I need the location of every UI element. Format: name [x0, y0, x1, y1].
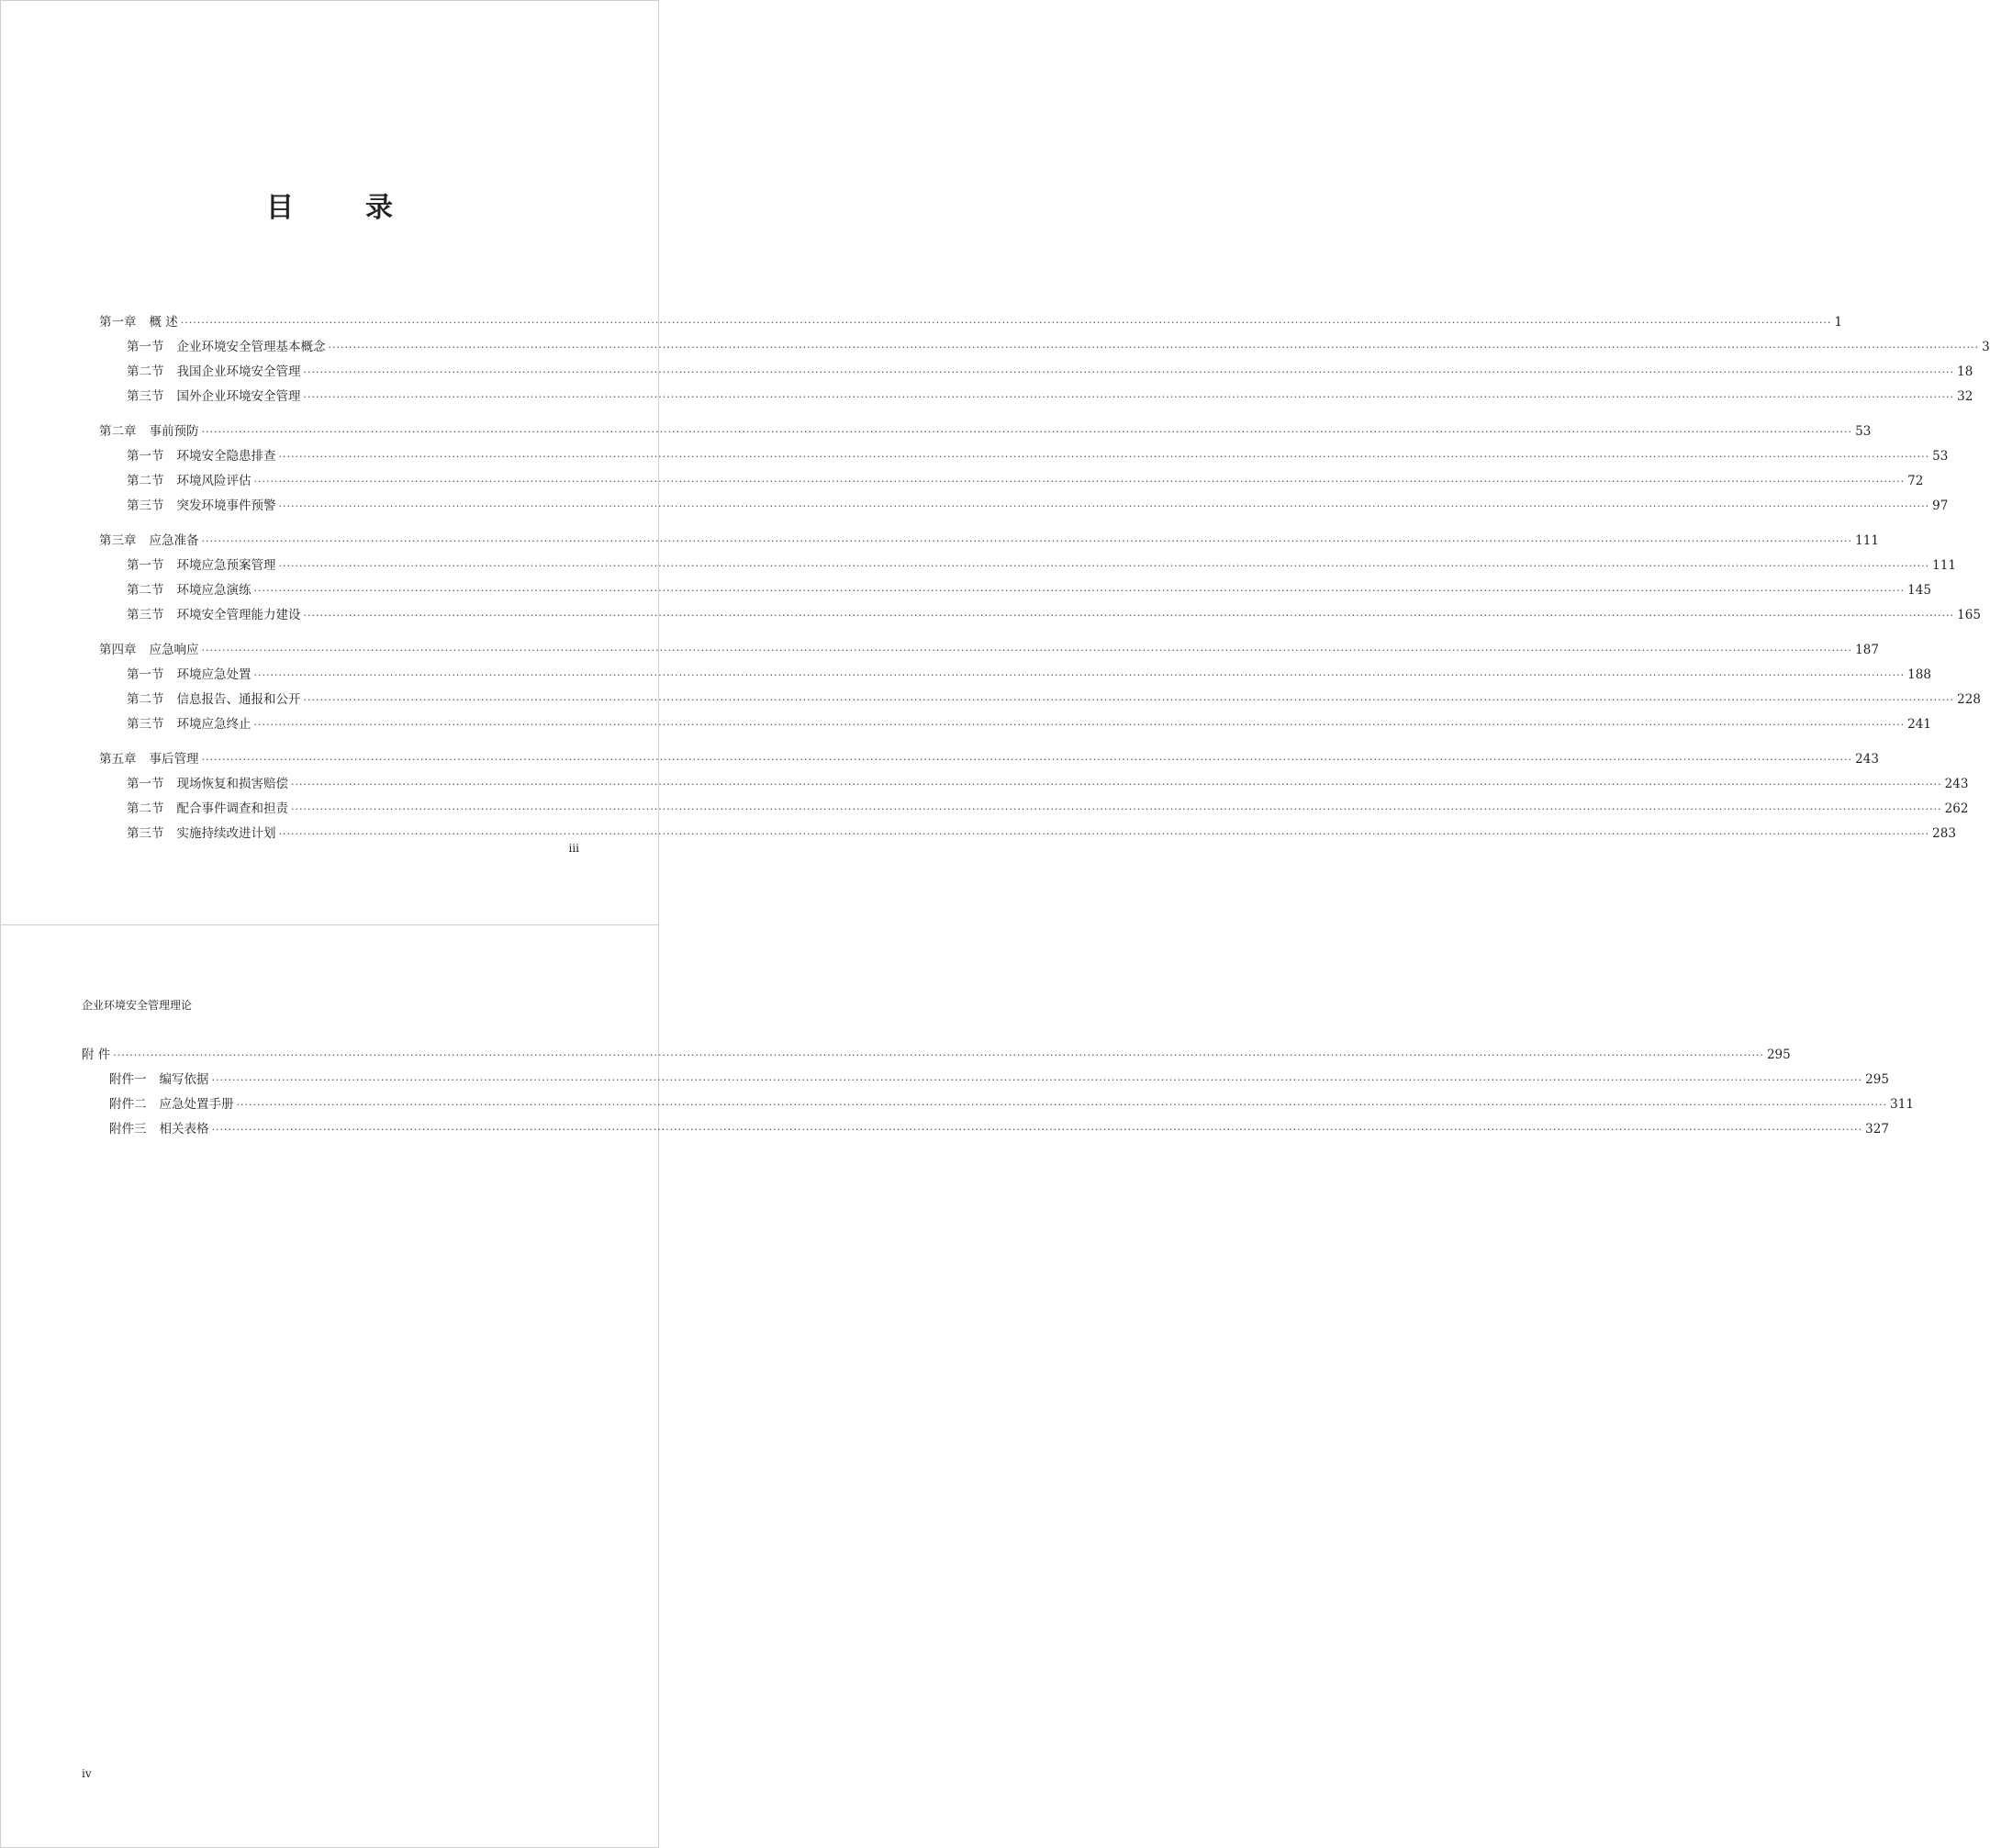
toc-section-entry	[82, 1092, 1914, 1117]
entry-page-number: 243	[1855, 752, 1879, 767]
appendix-list	[82, 1043, 1914, 1142]
entry-label: 第三节	[127, 826, 164, 841]
entry-label: 第一节	[127, 667, 164, 682]
entry-title: 国外企业环境安全管理	[176, 389, 301, 404]
entry-page-number: 283	[1932, 826, 1956, 841]
entry-label: 附件一	[109, 1072, 147, 1087]
toc-section-entry	[99, 578, 1931, 603]
toc-section-entry	[99, 822, 1956, 846]
entry-title: 事后管理	[149, 752, 199, 767]
entry-title: 相关表格	[159, 1122, 209, 1137]
dot-leader: ················································································································································································································································································································································································································	[328, 342, 1980, 353]
entry-title: 环境应急处置	[176, 667, 252, 682]
dot-leader: ················································································································································································································································································································································································································	[180, 317, 1832, 329]
entry-title: 环境应急终止	[176, 717, 252, 732]
entry-title: 应急准备	[149, 533, 199, 548]
entry-label: 附 件	[82, 1047, 111, 1062]
entry-page-number: 72	[1907, 474, 1924, 488]
dot-leader: ················································································································································································································································································································································································································	[303, 610, 1955, 622]
dot-leader: ················································································································································································································································································································································································································	[236, 1099, 1888, 1111]
entry-label: 第二章	[99, 424, 137, 439]
dot-leader: ················································································································································································································································································································································································································	[201, 644, 1853, 656]
dot-leader: ················································································································································································································································································································································································································	[291, 803, 1942, 815]
toc-section-entry	[99, 603, 1981, 628]
toc-section-entry	[99, 360, 1973, 385]
entry-title: 环境安全管理能力建设	[176, 608, 301, 622]
dot-leader: ················································································································································································································································································································································································································	[113, 1049, 1764, 1061]
dot-leader: ················································································································································································································································································································································································································	[211, 1124, 1863, 1136]
entry-page-number: 262	[1944, 801, 1969, 816]
entry-label: 第二节	[127, 801, 164, 816]
entry-page-number: 18	[1957, 364, 1973, 379]
entry-label: 第三节	[127, 389, 164, 404]
entry-label: 第三节	[127, 498, 164, 513]
toc-chapter-entry	[99, 529, 1879, 554]
entry-title: 环境风险评估	[176, 474, 252, 488]
entry-page-number: 97	[1932, 498, 1949, 513]
entry-page-number: 243	[1944, 777, 1969, 791]
entry-label: 第二节	[127, 583, 164, 598]
entry-title: 概 述	[149, 315, 178, 330]
entry-label: 第一节	[127, 449, 164, 464]
entry-label: 第一节	[127, 777, 164, 791]
dot-leader: ················································································································································································································································································································································································································	[278, 451, 1930, 463]
dot-leader: ················································································································································································································································································································································································································	[278, 500, 1930, 512]
entry-page-number: 311	[1890, 1097, 1914, 1112]
entry-page-number: 111	[1855, 533, 1879, 548]
entry-label: 第一节	[127, 558, 164, 573]
entry-title: 应急响应	[149, 643, 199, 657]
entry-page-number: 111	[1932, 558, 1956, 573]
entry-page-number: 295	[1865, 1072, 1889, 1087]
dot-leader: ················································································································································································································································································································································································································	[278, 560, 1930, 572]
toc-chapter-entry	[99, 638, 1879, 663]
entry-title: 环境应急演练	[176, 583, 252, 598]
entry-page-number: 228	[1957, 692, 1981, 707]
entry-title: 现场恢复和损害赔偿	[176, 777, 288, 791]
entry-title: 应急处置手册	[159, 1097, 234, 1112]
entry-label: 第二节	[127, 364, 164, 379]
entry-title: 编写依据	[159, 1072, 209, 1087]
entry-title: 信息报告、通报和公开	[176, 692, 301, 707]
entry-page-number: 187	[1855, 643, 1879, 657]
entry-page-number: 53	[1855, 424, 1872, 439]
toc-section-entry	[99, 663, 1931, 688]
entry-label: 第三章	[99, 533, 137, 548]
toc-section-entry	[99, 335, 1990, 360]
toc-section-entry	[99, 554, 1956, 578]
dot-leader: ················································································································································································································································································································································································································	[291, 778, 1942, 790]
toc-section-entry	[99, 772, 1969, 797]
entry-label: 第二节	[127, 474, 164, 488]
toc-chapter-entry	[99, 310, 1843, 335]
entry-label: 第四章	[99, 643, 137, 657]
toc-section-entry	[99, 797, 1969, 822]
dot-leader: ················································································································································································································································································································································································································	[201, 535, 1853, 547]
dot-leader: ················································································································································································································································································································································································································	[303, 366, 1955, 378]
entry-page-number: 165	[1957, 608, 1981, 622]
entry-label: 第一章	[99, 315, 137, 330]
toc-chapter-entry	[82, 1043, 1791, 1068]
toc-list	[99, 310, 1990, 846]
toc-section-entry	[99, 469, 1924, 494]
dot-leader: ················································································································································································································································································································································································································	[278, 828, 1930, 840]
entry-label: 第二节	[127, 692, 164, 707]
entry-label: 附件三	[109, 1122, 147, 1137]
running-head: 企业环境安全管理理论	[82, 999, 193, 1012]
toc-section-entry	[99, 494, 1949, 519]
entry-label: 附件二	[109, 1097, 147, 1112]
toc-section-entry	[99, 688, 1981, 712]
entry-page-number: 3	[1982, 340, 1990, 354]
entry-label: 第三节	[127, 717, 164, 732]
dot-leader: ················································································································································································································································································································································································································	[303, 694, 1955, 706]
entry-title: 环境应急预案管理	[176, 558, 276, 573]
dot-leader: ················································································································································································································································································································································································································	[253, 669, 1906, 681]
dot-leader: ················································································································································································································································································································································································································	[201, 426, 1853, 438]
toc-title: 目 录	[266, 192, 415, 224]
dot-leader: ················································································································································································································································································································································································································	[201, 754, 1853, 766]
dot-leader: ················································································································································································································································································································································································································	[253, 585, 1906, 597]
toc-section-entry	[99, 385, 1973, 409]
entry-page-number: 188	[1907, 667, 1931, 682]
toc-section-entry	[99, 444, 1949, 469]
toc-page-iv	[0, 924, 1914, 1848]
entry-title: 我国企业环境安全管理	[176, 364, 301, 379]
entry-title: 实施持续改进计划	[176, 826, 276, 841]
entry-label: 第三节	[127, 608, 164, 622]
entry-page-number: 1	[1834, 315, 1843, 330]
entry-label: 第一节	[127, 340, 164, 354]
dot-leader: ················································································································································································································································································································································································································	[211, 1074, 1863, 1086]
entry-label: 第五章	[99, 752, 137, 767]
entry-title: 突发环境事件预警	[176, 498, 276, 513]
entry-title: 企业环境安全管理基本概念	[176, 340, 326, 354]
entry-page-number: 53	[1932, 449, 1949, 464]
toc-section-entry	[99, 712, 1931, 737]
entry-page-number: 241	[1907, 717, 1931, 732]
dot-leader: ················································································································································································································································································································································································································	[303, 391, 1955, 403]
entry-page-number: 327	[1865, 1122, 1889, 1137]
entry-title: 配合事件调查和担责	[176, 801, 288, 816]
page-number: iii	[568, 842, 579, 855]
toc-chapter-entry	[99, 420, 1872, 444]
page-number: iv	[82, 1767, 92, 1780]
toc-section-entry	[82, 1068, 1889, 1092]
entry-page-number: 295	[1766, 1047, 1791, 1062]
toc-section-entry	[82, 1117, 1889, 1142]
toc-chapter-entry	[99, 747, 1879, 772]
entry-title: 事前预防	[149, 424, 199, 439]
entry-page-number: 32	[1957, 389, 1973, 404]
dot-leader: ················································································································································································································································································································································································································	[253, 719, 1906, 731]
entry-page-number: 145	[1907, 583, 1931, 598]
entry-title: 环境安全隐患排查	[176, 449, 276, 464]
dot-leader: ················································································································································································································································································································································································································	[253, 476, 1906, 487]
